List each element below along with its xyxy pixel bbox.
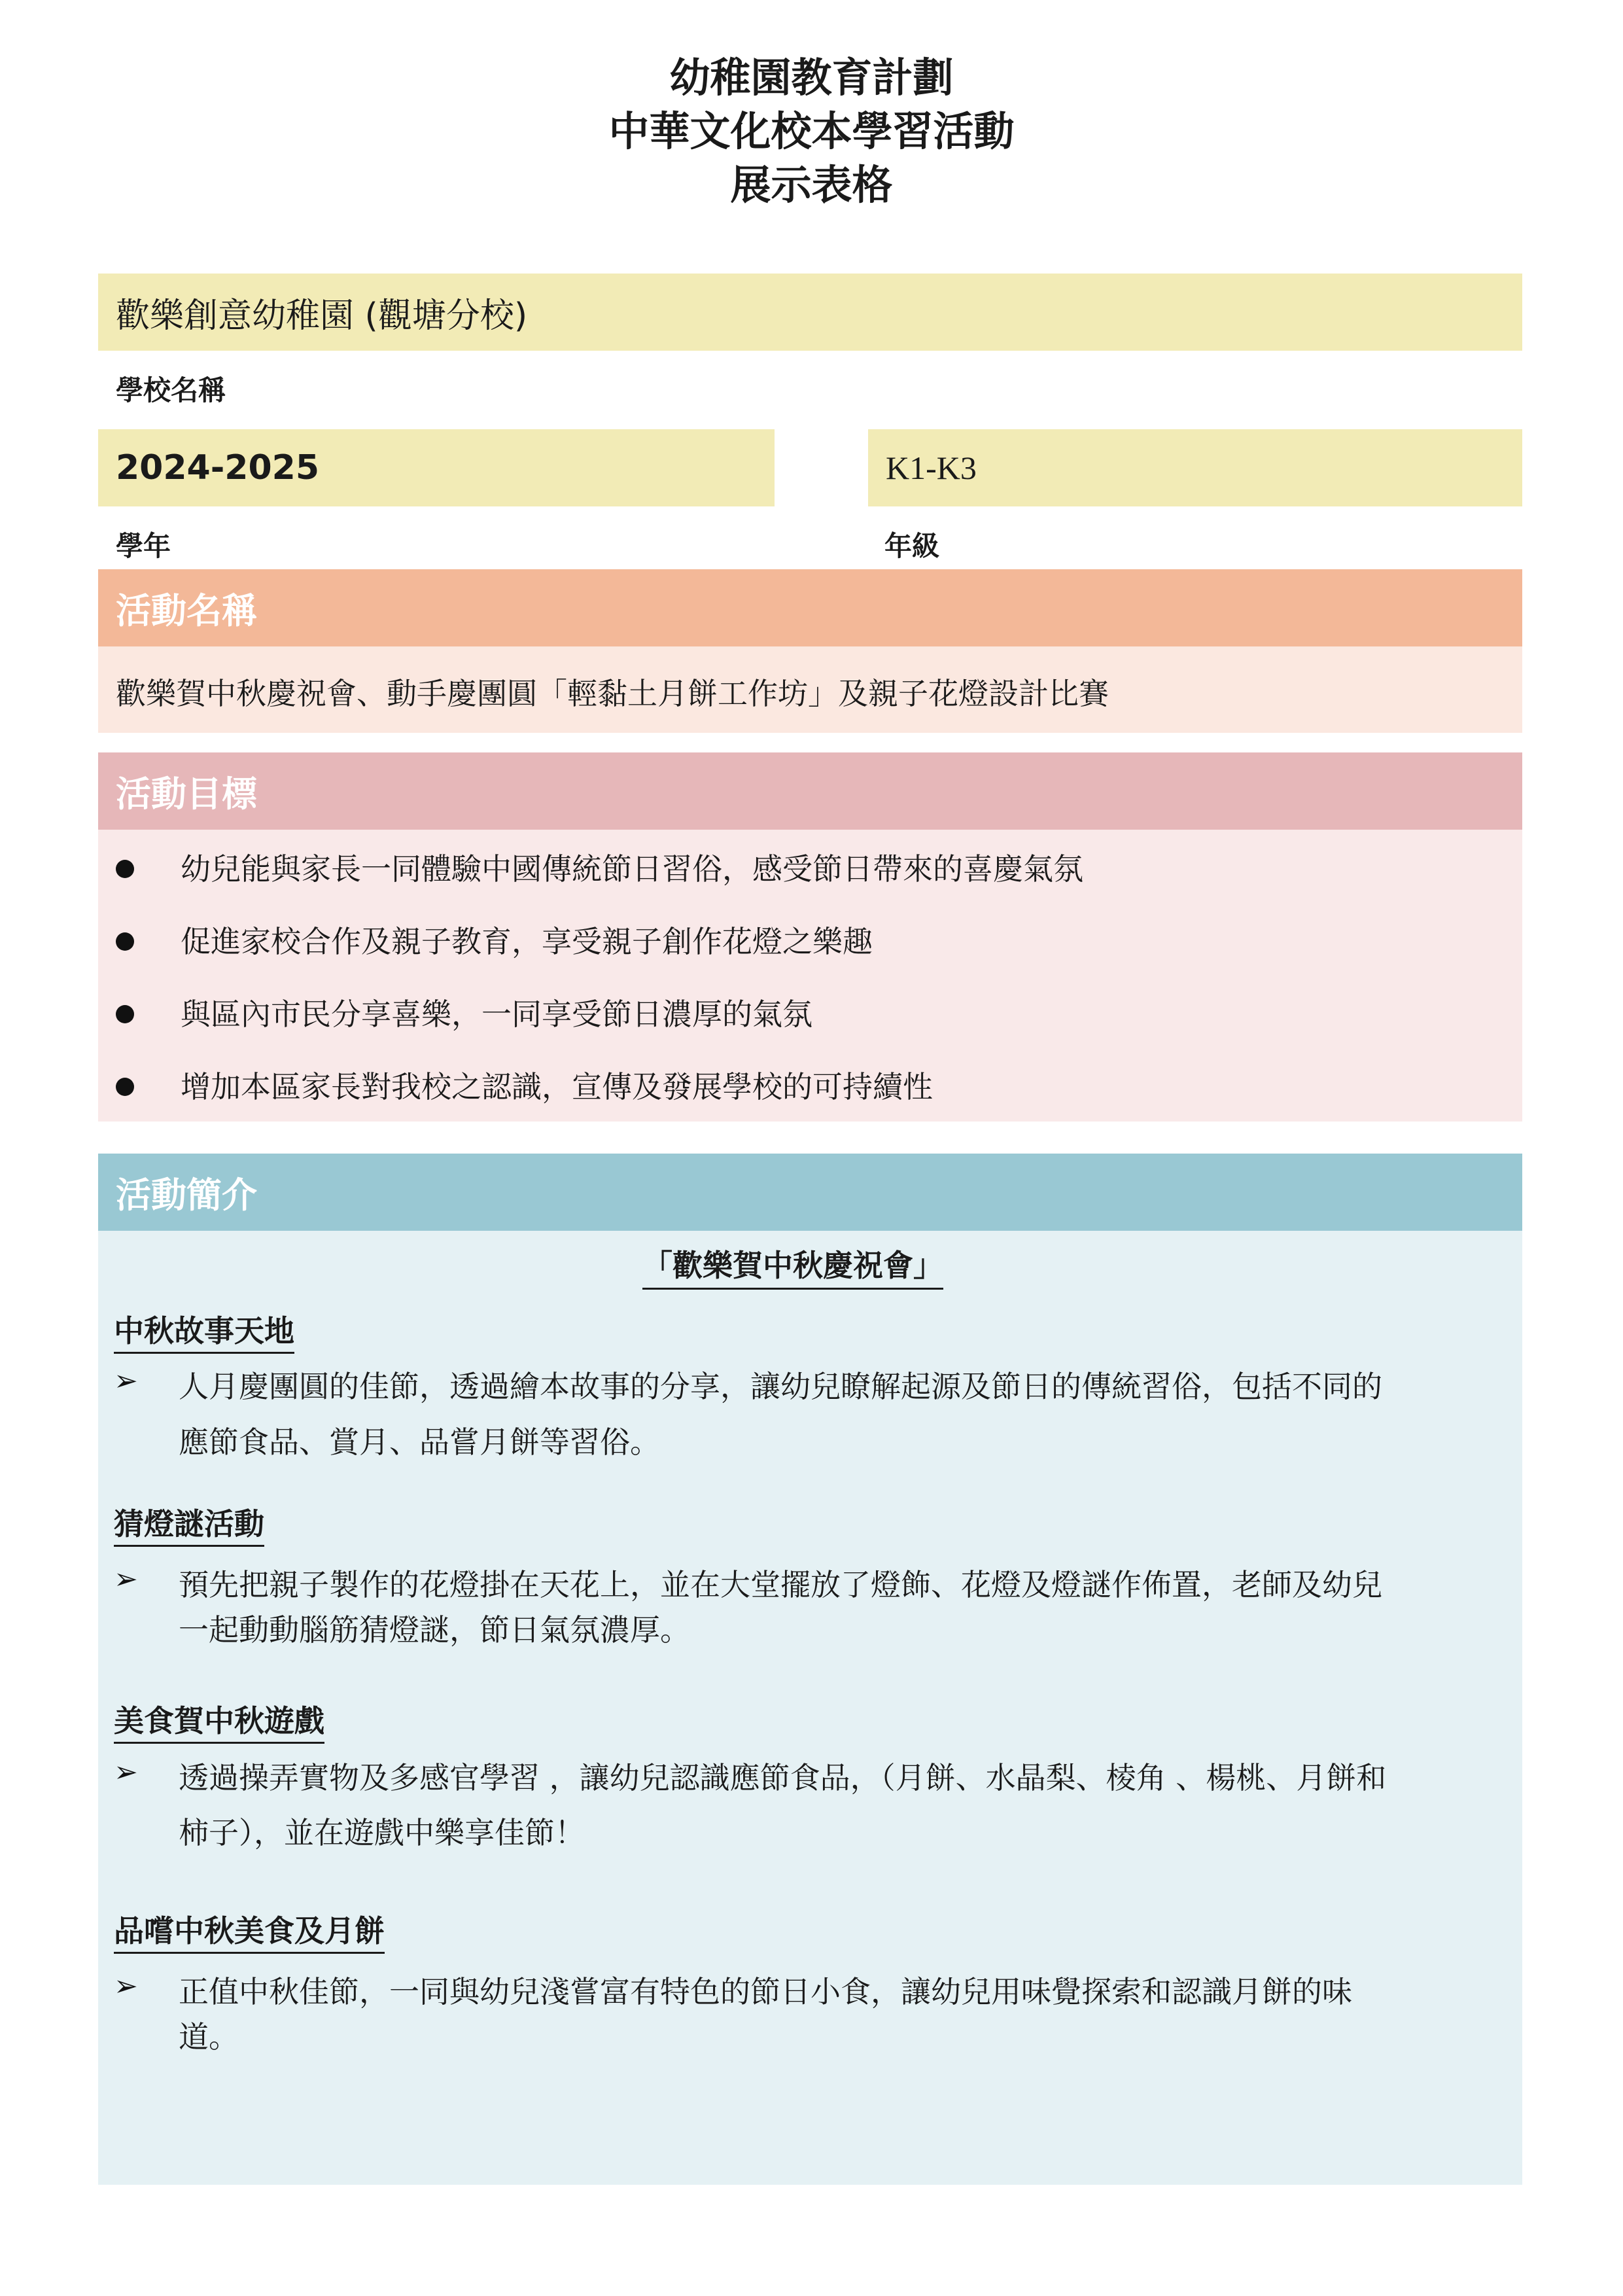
objectives-heading: 活動目標 bbox=[116, 773, 257, 815]
bullet-icon bbox=[116, 932, 134, 951]
document-title bbox=[0, 51, 1623, 212]
title-line-1: 幼稚園教育計劃 bbox=[669, 54, 954, 101]
paragraph-line: 正值中秋佳節，一同與幼兒淺嘗富有特色的節日小食，讓幼兒用味覺探索和認識月餅的味 bbox=[179, 1974, 1352, 2009]
school-year-value: 2024-2025 bbox=[116, 448, 320, 487]
school-name-field bbox=[98, 274, 1522, 351]
activity-name-header bbox=[98, 569, 1522, 646]
school-year-label: 學年 bbox=[116, 530, 171, 562]
objective-text: 增加本區家長對我校之認識，宣傳及發展學校的可持續性 bbox=[181, 1069, 933, 1104]
arrow-bullet-icon: ➢ bbox=[114, 1364, 138, 1398]
objective-text: 促進家校合作及親子教育，享受親子創作花燈之樂趣 bbox=[181, 924, 873, 959]
paragraph-line: 應節食品、賞月、品嘗月餅等習俗。 bbox=[179, 1424, 660, 1460]
paragraph-line: 道。 bbox=[179, 2019, 239, 2055]
title-line-2: 中華文化校本學習活動 bbox=[608, 107, 1015, 155]
school-year-field bbox=[98, 429, 775, 506]
section-title: 猜燈謎活動 bbox=[114, 1500, 264, 1547]
bullet-icon bbox=[116, 860, 134, 878]
activity-name-body bbox=[98, 646, 1522, 733]
paragraph-line: 透過操弄實物及多感官學習 ，讓幼兒認識應節食品，（月餅、水晶梨、棱角 、楊桃、月餅和 bbox=[179, 1760, 1387, 1795]
bullet-icon bbox=[116, 1005, 134, 1023]
list-item bbox=[98, 1061, 1522, 1113]
arrow-bullet-icon: ➢ bbox=[114, 1563, 138, 1596]
section-title: 品嚐中秋美食及月餅 bbox=[114, 1907, 385, 1954]
paragraph-line: 柿子），並在遊戲中樂享佳節！ bbox=[179, 1815, 585, 1850]
intro-heading: 活動簡介 bbox=[116, 1174, 257, 1216]
list-item bbox=[98, 843, 1522, 895]
grade-label: 年級 bbox=[884, 530, 940, 562]
section-title: 美食賀中秋遊戲 bbox=[114, 1697, 324, 1744]
activity-name-heading: 活動名稱 bbox=[116, 590, 257, 631]
activity-name-value: 歡樂賀中秋慶祝會、動手慶團圓「輕黏土月餅工作坊」及親子花燈設計比賽 bbox=[116, 676, 1109, 711]
arrow-bullet-icon: ➢ bbox=[114, 1969, 138, 2003]
intro-header bbox=[98, 1154, 1522, 1231]
section-title: 中秋故事天地 bbox=[114, 1307, 294, 1354]
arrow-bullet-icon: ➢ bbox=[114, 1756, 138, 1789]
paragraph-line: 預先把親子製作的花燈掛在天花上，並在大堂擺放了燈飾、花燈及燈謎作佈置，老師及幼兒 bbox=[179, 1567, 1382, 1602]
grade-value: K1-K3 bbox=[886, 450, 977, 486]
objectives-header bbox=[98, 752, 1522, 830]
intro-center-title: 「歡樂賀中秋慶祝會」 bbox=[642, 1242, 943, 1290]
list-item bbox=[98, 915, 1522, 968]
objectives-body bbox=[98, 830, 1522, 1122]
objective-text: 幼兒能與家長一同體驗中國傳統節日習俗，感受節日帶來的喜慶氣氛 bbox=[181, 851, 1083, 887]
school-name-label: 學校名稱 bbox=[116, 374, 226, 406]
title-line-3: 展示表格 bbox=[730, 161, 893, 209]
bullet-icon bbox=[116, 1078, 134, 1096]
paragraph-line: 人月慶團圓的佳節，透過繪本故事的分享，讓幼兒瞭解起源及節日的傳統習俗，包括不同的 bbox=[179, 1369, 1382, 1404]
school-name-value: 歡樂創意幼稚園 (觀塘分校) bbox=[116, 296, 528, 336]
grade-field bbox=[868, 429, 1522, 506]
list-item bbox=[98, 988, 1522, 1040]
paragraph-line: 一起動動腦筋猜燈謎，節日氣氛濃厚。 bbox=[179, 1612, 690, 1648]
objective-text: 與區內市民分享喜樂，一同享受節日濃厚的氣氛 bbox=[181, 997, 812, 1032]
